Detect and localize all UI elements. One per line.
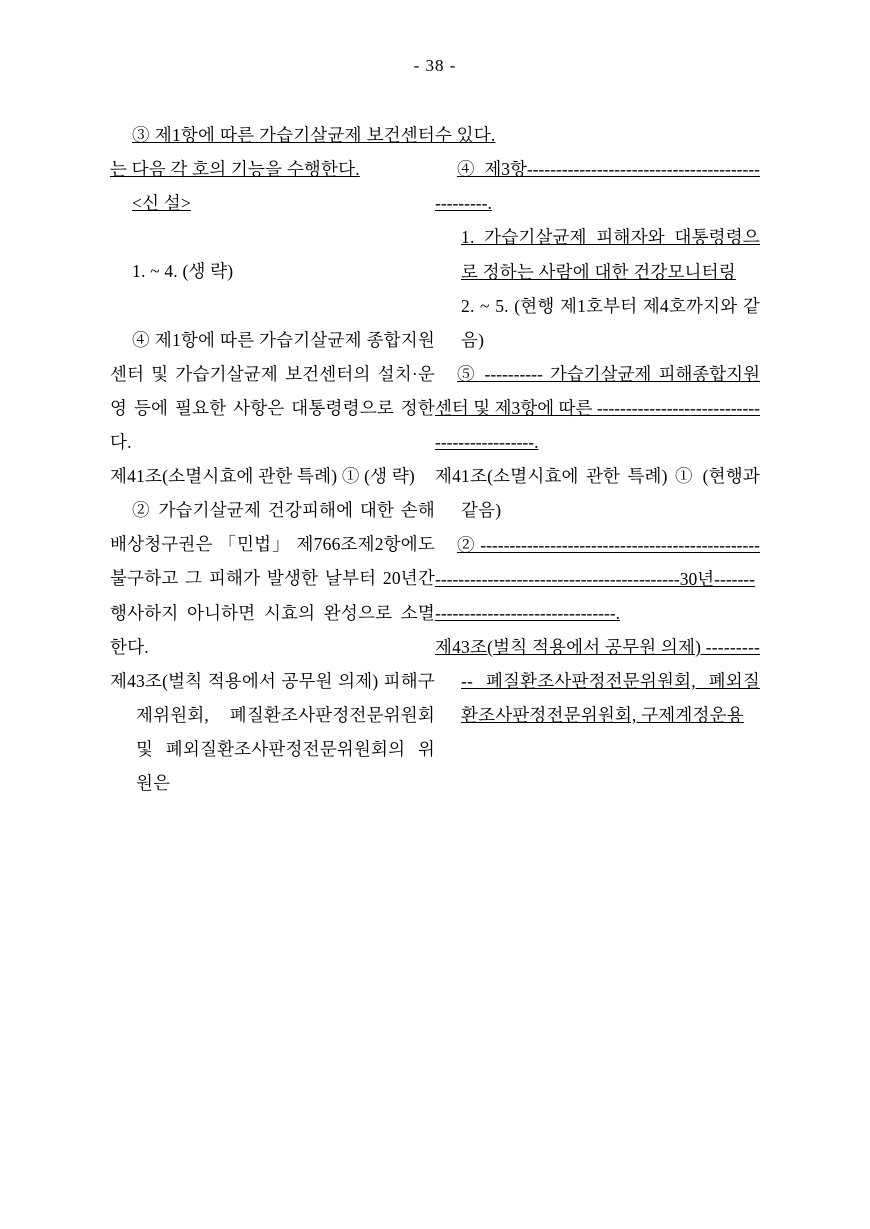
paragraph-new-insert: <신 설> (132, 193, 191, 214)
amend-article-41-heading: 제41조(소멸시효에 관한 특례) ① (현행과 같음) (435, 466, 760, 521)
article-41-paragraph-2: ② 가습기살균제 건강피해에 대한 손해배상청구권은 「민법」 제766조제2항에도 불구하고 그 피해가 발생한 날부터 20년간 행사하지 아니하면 시효의 완성으로 소멸한다. (110, 500, 435, 657)
paragraph-3-function: ③ 제1항에 따른 가습기살균제 보건센터는 다음 각 호의 기능을 수행한다. (110, 125, 435, 180)
amend-items-2-5: 2. ~ 5. (현행 제1호부터 제4호까지와 같음) (461, 295, 760, 350)
article-41-heading: 제41조(소멸시효에 관한 특례) ① (생 략) (110, 466, 415, 486)
amend-paragraph-5: ⑤ ---------- 가습기살균제 피해종합지원센터 및 제3항에 따른 ---------------------------------------------. (435, 363, 760, 453)
spacer-left-2 (110, 289, 435, 323)
comparison-table (110, 118, 760, 1078)
current-law-column (110, 118, 435, 800)
article-43-heading: 제43조(벌칙 적용에서 공무원 의제) 피해구제위원회, 폐질환조사판정전문위원회 및 폐외질환조사판정전문위원회의 위원은 (110, 670, 435, 794)
two-column-table (110, 118, 760, 800)
paragraph-4-delegation: ④ 제1항에 따른 가습기살균제 종합지원센터 및 가습기살균제 보건센터의 설치·운영 등에 필요한 사항은 대통령령으로 정한다. (110, 329, 435, 452)
paragraph-items-1-4: 1. ~ 4. (생 략) (132, 261, 234, 282)
amend-article-41-paragraph-2: ② ------------------------------------------------------------------------------------------30년--------------------------------------. (435, 534, 760, 623)
page-number: - 38 - (413, 56, 457, 75)
continuation-line: 수 있다. (435, 125, 496, 145)
amendment-column (435, 118, 760, 800)
amend-article-43-heading: 제43조(벌칙 적용에서 공무원 의제) ----------- 폐질환조사판정전문위원회, 폐외질환조사판정전문위원회, 구제계정운용 (435, 636, 760, 726)
amend-paragraph-4: ④ 제3항-------------------------------------------------. (435, 159, 760, 214)
spacer-left-1 (110, 220, 435, 254)
amend-item-1-monitoring: 1. 가습기살균제 피해자와 대통령령으로 정하는 사람에 대한 건강모니터링 (461, 227, 760, 282)
